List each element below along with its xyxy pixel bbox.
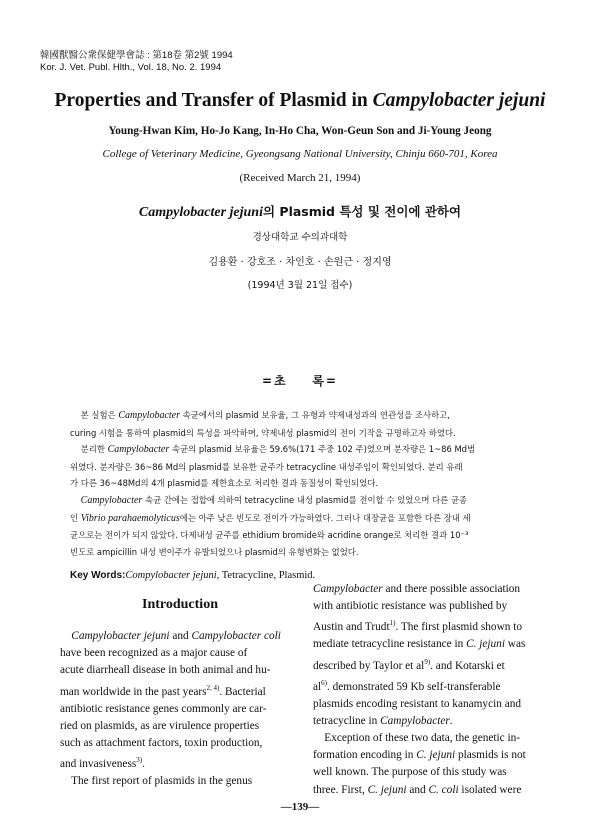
text-line: ried on plasmids, as are virulence properties xyxy=(60,719,260,732)
abstract-line: 위였다. 분자량은 36~86 Md의 plasmid를 보유한 균주가 tetracycline 내성주임이 확인되었다. 분리 유래 xyxy=(70,461,463,472)
korean-authors: 김용환 · 강호조 · 차인호 · 손원근 · 정지영 xyxy=(208,257,392,268)
affiliation: College of Veterinary Medicine, Gyeongsang National University, Chinju 660-701, Korea xyxy=(102,148,498,160)
abstract-line: Campylobacter 속균 간에는 접합에 의하여 tetracycline 내성 plasmid를 전이할 수 있었으며 다른 균종 xyxy=(80,494,468,506)
author-list: Young-Hwan Kim, Ho-Jo Kang, In-Ho Cha, Won-Geun Son and Ji-Young Jeong xyxy=(108,125,492,137)
text-line: mediate tetracycline resistance in C. jejuni was xyxy=(313,638,526,651)
text-line: Campylobacter and there possible association xyxy=(313,583,521,595)
left-column-text xyxy=(60,628,300,790)
article-title: Properties and Transfer of Plasmid in Campylobacter jejuni xyxy=(54,90,546,111)
text-line: antibiotic resistance genes commonly are car- xyxy=(60,702,267,715)
text-line: The first report of plasmids in the genus xyxy=(60,775,253,788)
text-line: Exception of these two data, the genetic in- xyxy=(313,731,521,744)
text-line: have been recognized as a major cause of xyxy=(60,647,248,660)
text-line: formation encoding in C. jejuni plasmids is not xyxy=(313,749,526,762)
key-words: Key Words:Compylobacter jejuni, Tetracycline, Plasmid. xyxy=(70,570,316,581)
page-number: —139— xyxy=(280,801,320,813)
received-date: (Received March 21, 1994) xyxy=(239,172,361,184)
text-line: with antibiotic resistance was published by xyxy=(313,600,508,613)
text-line: man worldwide in the past years$^{2, 4)}$. Bacterial xyxy=(60,683,266,698)
abstract-line: curing 시험을 통하여 plasmid의 특성을 파악하며, 약제내성 plasmid의 전이 기작을 규명하고자 하였다. xyxy=(70,427,456,438)
abstract-line: 균으로는 전이가 되지 않았다. 다제내성 균주를 ethidium bromide와 acridine orange로 처리한 결과 10⁻³ xyxy=(70,530,469,541)
abstract-line: 분리한 Campylobacter 속균의 plasmid 보유율은 59.6%(171 주중 102 주)였으며 분자량은 1~86 Md범 xyxy=(70,444,476,456)
text-line: plasmids encoding resistant to kanamycin and xyxy=(313,697,522,710)
abstract-line: 가 다른 36~48Md의 4개 plasmid를 제한효소로 처리한 결과 동질성이 확인되었다. xyxy=(70,478,379,489)
text-line: acute diarrheall disease in both animal and hu- xyxy=(60,664,271,677)
abstract-line: 빈도로 ampicillin 내성 변이주가 유발되었으나 plasmid의 유형변화는 없었다. xyxy=(70,546,359,557)
abstract-heading: =초 록= xyxy=(261,374,338,388)
journal-header-korean: 韓國獸醫公衆保健學會誌 : 第18卷 第2號 1994 xyxy=(40,50,233,61)
text-line: described by Taylor et $al^{9)}$. and Kotarski et xyxy=(313,657,505,672)
text-line: Campylobacter jejuni and Campylobacter coli xyxy=(60,630,281,642)
text-line: Austin and Trudt$^{1)}$. The first plasmid shown to xyxy=(313,619,522,634)
korean-received-date: (1994년 3월 21일 접수) xyxy=(247,280,353,291)
text-line: tetracycline in Campylobacter. xyxy=(313,714,453,727)
journal-header xyxy=(40,50,233,74)
journal-header-english: Kor. J. Vet. Publ. Hlth., Vol. 18, No. 2. 1994 xyxy=(40,62,222,73)
text-line: three. First, C. jejuni and C. coli isolated were xyxy=(313,783,522,796)
korean-affiliation: 경상대학교 수의과대학 xyxy=(252,232,348,243)
text-line: well known. The purpose of this study was xyxy=(313,766,507,779)
section-heading-introduction: Introduction xyxy=(142,597,218,612)
abstract-body xyxy=(70,407,532,560)
text-line: such as attachment factors, toxin production, xyxy=(60,736,263,749)
text-line: and invasiveness$^{3)}$. xyxy=(60,756,145,770)
right-column-text xyxy=(313,581,547,799)
text-line: $al^{6)}$. demonstrated 59 Kb self-transferable xyxy=(313,678,501,693)
korean-title: Campylobacter jejuni의 Plasmid 특성 및 전이에 관하여 xyxy=(138,204,462,220)
abstract-line: 본 실험은 Campylobacter 속균에서의 plasmid 보유율, 그 유형과 약제내성과의 연관성을 조사하고, xyxy=(70,410,450,421)
abstract-line: 인 Vibrio parahaemolyticus에는 아주 낮은 빈도로 전이가 가능하였다. 그러나 대장균을 포함한 다른 장내 세 xyxy=(70,512,471,524)
